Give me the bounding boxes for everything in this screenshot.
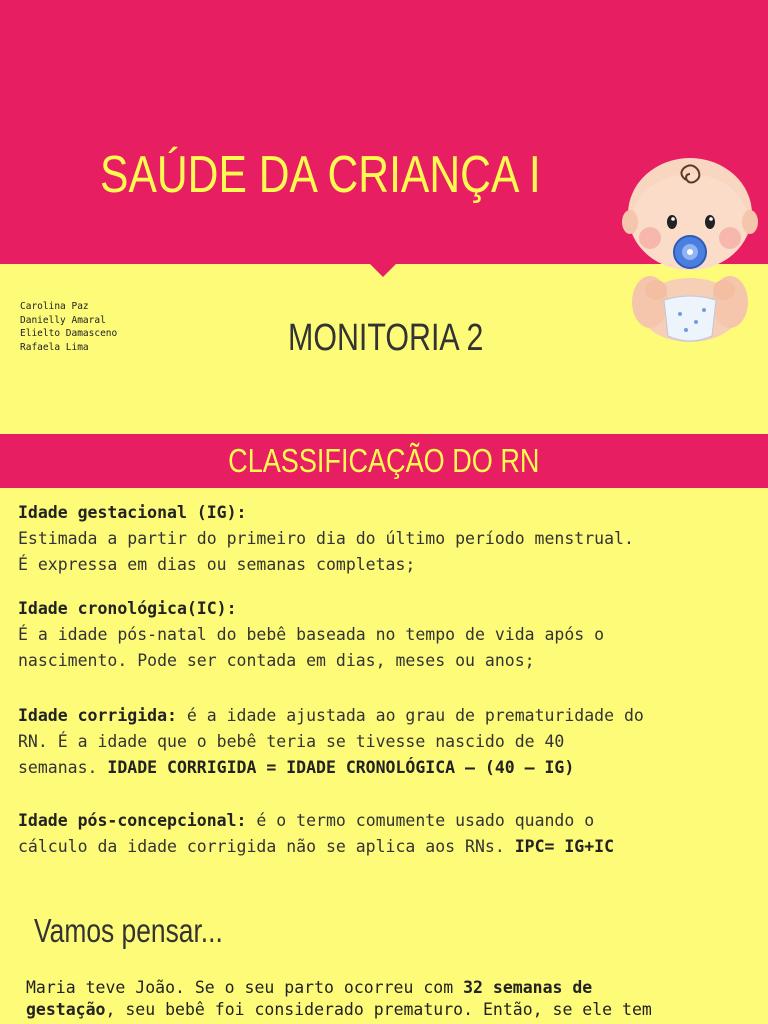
definition-text: semanas. [18, 758, 108, 777]
story-bold: gestação [26, 1000, 106, 1019]
definition-term: Idade corrigida: [18, 706, 177, 725]
author-name: Carolina Paz [20, 301, 89, 312]
author-name: Rafaela Lima [20, 341, 89, 353]
authors-list [20, 300, 117, 354]
section-title-text: CLASSIFICAÇÃO DO RN [228, 442, 540, 479]
definition-text: Estimada a partir do primeiro dia do último período menstrual. [18, 529, 634, 548]
definition-ig [18, 500, 758, 578]
definition-term: Idade cronológica(IC): [18, 599, 237, 618]
formula-ipc: IPC= IG+IC [514, 837, 615, 856]
story-paragraph [26, 977, 756, 1021]
author-name: Elielto Damasceno [20, 328, 118, 339]
main-title: SAÚDE DA CRIANÇA I [100, 146, 541, 204]
pensar-heading: Vamos pensar... [34, 912, 223, 949]
author-name: Danielly Amaral [20, 314, 106, 326]
header-notch [369, 263, 397, 277]
definition-ipc [18, 808, 758, 860]
definition-text: É expressa em dias ou semanas completas; [18, 555, 416, 574]
definition-term: Idade gestacional (IG): [18, 503, 247, 522]
definition-ic [18, 596, 758, 674]
definition-text: É a idade pós-natal do bebê baseada no tempo de vida após o [18, 625, 605, 644]
story-text: Maria teve João. Se o seu parto ocorreu com [26, 978, 464, 997]
definition-text: é o termo comumente usado quando o [246, 811, 595, 830]
baby-with-pacifier-icon [620, 152, 760, 348]
definition-text: é a idade ajustada ao grau de prematuridade do [176, 706, 644, 725]
subtitle: MONITORIA 2 [288, 317, 484, 359]
section-title [0, 442, 768, 480]
definition-text: cálculo da idade corrigida não se aplica aos RNs. [18, 837, 515, 856]
story-text: , seu bebê foi considerado prematuro. Então, se ele tem [105, 1000, 652, 1019]
formula-corrigida: IDADE CORRIGIDA = IDADE CRONOLÓGICA – (40 – IG) [107, 758, 575, 777]
definition-corrigida [18, 703, 758, 781]
definition-term: Idade pós-concepcional: [18, 811, 247, 830]
definition-text: nascimento. Pode ser contada em dias, meses ou anos; [18, 651, 535, 670]
story-bold: 32 semanas de [463, 978, 593, 997]
definition-text: RN. É a idade que o bebê teria se tivesse nascido de 40 [18, 732, 565, 751]
